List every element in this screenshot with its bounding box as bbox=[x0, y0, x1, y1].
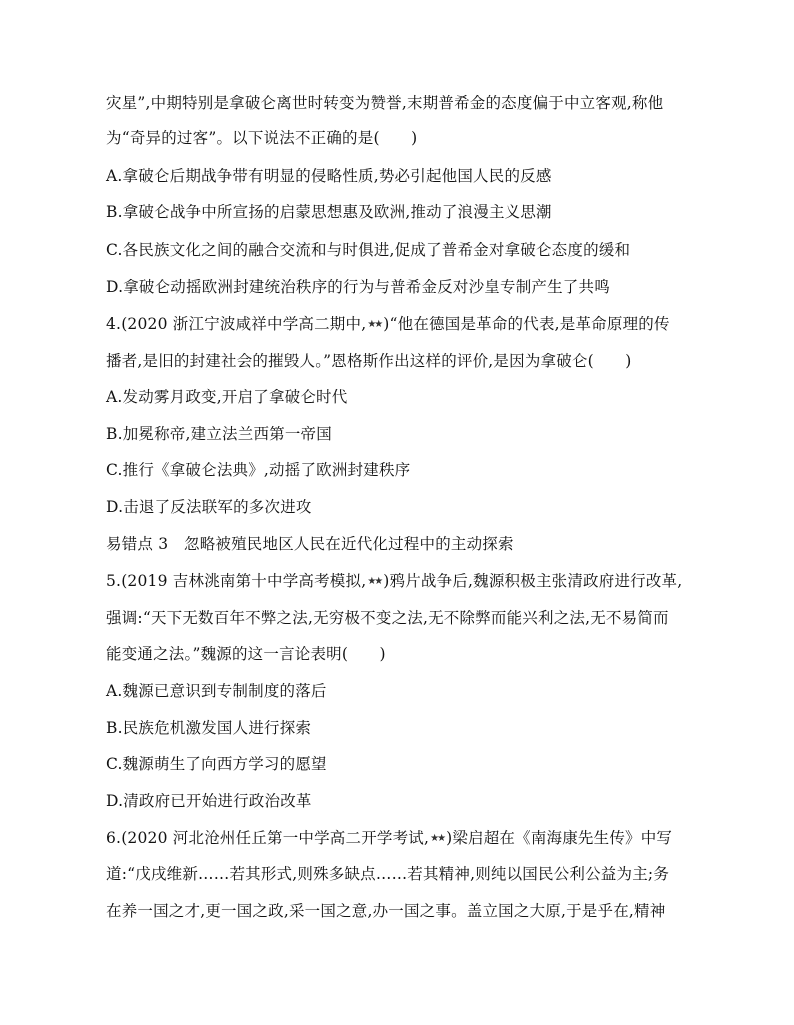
q5-option-c: C.魏源萌生了向西方学习的愿望 bbox=[106, 755, 327, 773]
q6-stem-text: )梁启超在《南海康先生传》中写 bbox=[446, 829, 673, 847]
q4-option-a: A.发动雾月政变,开启了拿破仑时代 bbox=[106, 388, 348, 406]
q4-option-b: B.加冕称帝,建立法兰西第一帝国 bbox=[106, 425, 332, 443]
difficulty-stars-icon: ★★ bbox=[430, 833, 445, 844]
q5-stem-line-2: 强调:“天下无数百年不弊之法,无穷极不变之法,无不除弊而能兴利之法,无不易简而 bbox=[106, 609, 669, 627]
q6-stem-line-1 bbox=[106, 828, 696, 849]
q3-stem-line-1: 灾星”,中期特别是拿破仑离世时转变为赞誉,末期普希金的态度偏于中立客观,称他 bbox=[106, 94, 664, 112]
error-point-heading: 易错点 3 忽略被殖民地区人民在近代化过程中的主动探索 bbox=[106, 535, 514, 553]
q4-option-c: C.推行《拿破仑法典》,动摇了欧洲封建秩序 bbox=[106, 461, 411, 479]
q5-option-b: B.民族危机激发国人进行探索 bbox=[106, 719, 312, 737]
q5-stem-text: )鸦片战争后,魏源积极主张清政府进行改革, bbox=[383, 572, 683, 590]
q4-stem-line-1 bbox=[106, 314, 696, 335]
q5-option-a: A.魏源已意识到专制制度的落后 bbox=[106, 682, 327, 700]
q5-stem-line-1 bbox=[106, 571, 696, 592]
q5-option-d: D.清政府已开始进行政治改革 bbox=[106, 792, 312, 810]
q5-stem-line-3: 能变通之法。”魏源的这一言论表明( ) bbox=[106, 645, 386, 663]
q3-stem-line-2: 为“奇异的过客”。以下说法不正确的是( ) bbox=[106, 129, 418, 147]
difficulty-stars-icon: ★★ bbox=[367, 576, 382, 587]
q3-option-a: A.拿破仑后期战争带有明显的侵略性质,势必引起他国人民的反感 bbox=[106, 167, 552, 185]
q4-stem-line-2: 播者,是旧的封建社会的摧毁人。”恩格斯作出这样的评价,是因为拿破仑( ) bbox=[106, 352, 632, 370]
q6-stem-line-2: 道:“戊戌维新……若其形式,则殊多缺点……若其精神,则纯以国民公利公益为主;务 bbox=[106, 865, 670, 883]
q3-option-c: C.各民族文化之间的融合交流和与时俱进,促成了普希金对拿破仑态度的缓和 bbox=[106, 241, 631, 259]
q5-source: 5.(2019 吉林洮南第十中学高考模拟, bbox=[106, 572, 367, 590]
q4-source: 4.(2020 浙江宁波咸祥中学高二期中, bbox=[106, 315, 367, 333]
q4-option-d: D.击退了反法联军的多次进攻 bbox=[106, 498, 312, 516]
q6-stem-line-3: 在养一国之才,更一国之政,采一国之意,办一国之事。盖立国之大原,于是乎在,精神 bbox=[106, 902, 666, 920]
q3-option-d: D.拿破仑动摇欧洲封建统治秩序的行为与普希金反对沙皇专制产生了共鸣 bbox=[106, 278, 610, 296]
q6-source: 6.(2020 河北沧州任丘第一中学高二开学考试, bbox=[106, 829, 430, 847]
difficulty-stars-icon: ★★ bbox=[367, 319, 382, 330]
q4-stem-text: )“他在德国是革命的代表,是革命原理的传 bbox=[383, 315, 670, 333]
q3-option-b: B.拿破仑战争中所宣扬的启蒙思想惠及欧洲,推动了浪漫主义思潮 bbox=[106, 203, 552, 221]
